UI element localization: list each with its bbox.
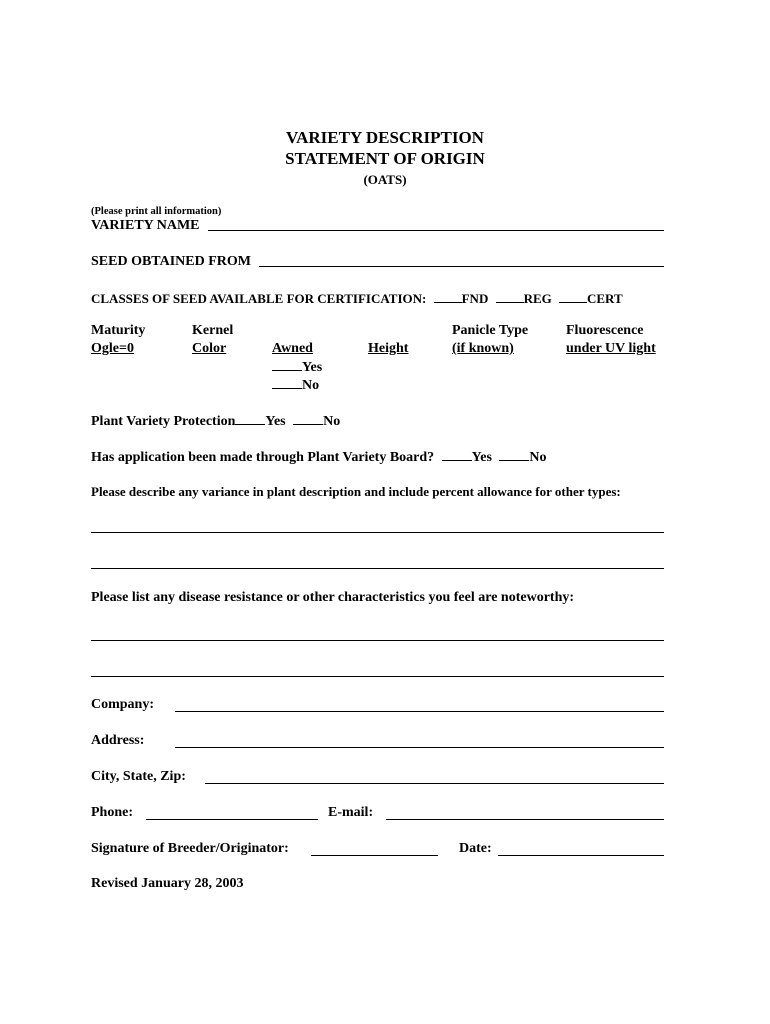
variety-name-label: VARIETY NAME: [91, 218, 200, 233]
panicle-sub: (if known): [452, 341, 514, 356]
maturity-header: Maturity: [91, 323, 146, 338]
kernel-sub: Color: [192, 341, 227, 356]
seed-obtained-row: [91, 254, 664, 270]
disease-line-1[interactable]: [91, 640, 664, 641]
fnd-label: FND: [461, 291, 489, 306]
pvp-yes-blank[interactable]: [235, 412, 265, 425]
date-label: Date:: [459, 841, 492, 856]
maturity-sub: Ogle=0: [91, 341, 134, 356]
pvb-no-label: No: [529, 450, 547, 465]
email-label: E-mail:: [328, 805, 374, 820]
pvb-row: [91, 448, 547, 466]
pvp-label: Plant Variety Protection: [91, 414, 236, 429]
company-field[interactable]: [175, 711, 664, 712]
kernel-header: Kernel: [192, 323, 234, 338]
awned-no-blank[interactable]: [272, 376, 302, 389]
pvb-yes-blank[interactable]: [442, 448, 472, 461]
reg-label: REG: [523, 291, 552, 306]
cert-label: CERT: [587, 291, 623, 306]
variety-name-row: [91, 218, 664, 234]
address-field[interactable]: [175, 747, 664, 748]
email-field[interactable]: [386, 819, 664, 820]
pvp-row: [91, 412, 340, 430]
pvb-no-blank[interactable]: [499, 448, 529, 461]
instructions: (Please print all information): [91, 206, 222, 217]
awned-yes-blank[interactable]: [272, 358, 302, 371]
variance-line-1[interactable]: [91, 532, 664, 533]
revised-note: Revised January 28, 2003: [91, 876, 244, 891]
classes-row: [91, 290, 623, 307]
city-label: City, State, Zip:: [91, 769, 186, 784]
disease-label: Please list any disease resistance or other characteristics you feel are noteworthy:: [91, 590, 575, 605]
classes-label: CLASSES OF SEED AVAILABLE FOR CERTIFICATION:: [91, 291, 427, 306]
variance-line-2[interactable]: [91, 568, 664, 569]
awned-yes-row: [272, 358, 322, 376]
awned-no-row: [272, 376, 319, 394]
fluorescence-sub: under UV light: [566, 341, 656, 356]
pvb-yes-label: Yes: [471, 450, 492, 465]
panicle-header: Panicle Type: [452, 323, 529, 338]
pvp-no-blank[interactable]: [293, 412, 323, 425]
date-field[interactable]: [498, 855, 664, 856]
signature-label: Signature of Breeder/Originator:: [91, 841, 289, 856]
company-label: Company:: [91, 697, 155, 712]
awned-no-label: No: [302, 378, 320, 393]
awned-yes-label: Yes: [302, 360, 323, 375]
variety-name-field[interactable]: [208, 229, 664, 231]
cert-blank[interactable]: [559, 290, 587, 303]
phone-label: Phone:: [91, 805, 133, 820]
seed-obtained-label: SEED OBTAINED FROM: [91, 254, 251, 269]
fluorescence-header: Fluorescence: [566, 323, 644, 338]
pvb-label: Has application been made through Plant Variety Board?: [91, 450, 435, 465]
disease-line-2[interactable]: [91, 676, 664, 677]
seed-obtained-field[interactable]: [259, 265, 664, 267]
form-title-2: STATEMENT OF ORIGIN: [285, 149, 485, 168]
form-title: VARIETY DESCRIPTION: [286, 128, 484, 147]
phone-field[interactable]: [146, 819, 318, 820]
height-header: Height: [368, 341, 409, 356]
fnd-blank[interactable]: [434, 290, 462, 303]
reg-blank[interactable]: [496, 290, 524, 303]
variance-label: Please describe any variance in plant description and include percent allowance for other types:: [91, 484, 621, 499]
pvp-no-label: No: [323, 414, 341, 429]
city-field[interactable]: [205, 783, 664, 784]
awned-header: Awned: [272, 341, 313, 356]
address-label: Address:: [91, 733, 145, 748]
form-subtitle: (OATS): [363, 172, 407, 187]
pvp-yes-label: Yes: [265, 414, 286, 429]
signature-field[interactable]: [311, 855, 438, 856]
